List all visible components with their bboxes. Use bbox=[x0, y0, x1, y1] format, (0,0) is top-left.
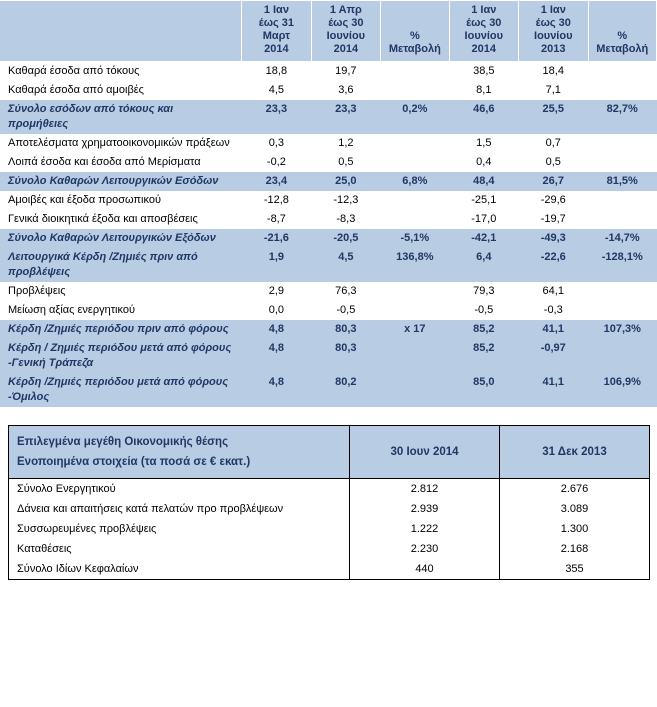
row-value: -0,3 bbox=[519, 301, 588, 320]
row-value: 2,9 bbox=[242, 282, 311, 301]
row-value: -0,97 bbox=[519, 339, 588, 373]
row-label: Σύνολο Καθαρών Λειτουργικών Εσόδων bbox=[0, 172, 242, 191]
table-spacer bbox=[0, 407, 657, 425]
row-label: Μείωση αξίας ενεργητικού bbox=[0, 301, 242, 320]
row-value: 79,3 bbox=[449, 282, 518, 301]
row-value: 82,7% bbox=[588, 100, 657, 134]
header-line: 2014 bbox=[264, 43, 289, 55]
row-value-previous: 1.300 bbox=[500, 519, 650, 539]
row-label: Αμοιβές και έξοδα προσωπικού bbox=[0, 191, 242, 210]
table-row bbox=[9, 519, 650, 539]
row-value-previous: 355 bbox=[500, 559, 650, 580]
row-label: Σύνολο εσόδων από τόκους και προμήθειες bbox=[0, 100, 242, 134]
row-value bbox=[381, 373, 449, 407]
row-value bbox=[381, 339, 449, 373]
row-value: 80,2 bbox=[311, 373, 380, 407]
header-line: Ιουνίου bbox=[464, 30, 504, 42]
header-line: 2014 bbox=[471, 43, 497, 55]
row-label: Κέρδη /Ζημιές περιόδου μετά από φόρους -Όμιλος bbox=[0, 373, 242, 407]
row-value: 85,2 bbox=[449, 339, 518, 373]
row-value: 41,1 bbox=[519, 320, 588, 339]
row-value bbox=[588, 153, 657, 172]
row-value: 1,5 bbox=[449, 134, 518, 153]
header-line: % bbox=[409, 30, 420, 42]
row-value: 23,3 bbox=[311, 100, 380, 134]
row-label: Κέρδη / Ζημιές περιόδου μετά από φόρους -Γενική Τράπεζα bbox=[0, 339, 242, 373]
row-value: 18,8 bbox=[242, 62, 311, 82]
table-row bbox=[0, 229, 657, 248]
row-value bbox=[588, 210, 657, 229]
row-value: -17,0 bbox=[449, 210, 518, 229]
table-row bbox=[0, 301, 657, 320]
table-header-row bbox=[9, 426, 650, 479]
row-value: 7,1 bbox=[519, 81, 588, 100]
table-row bbox=[0, 248, 657, 282]
header-cell-change-1 bbox=[381, 1, 449, 62]
header-line: Ιουνίου bbox=[326, 30, 366, 42]
row-value: 106,9% bbox=[588, 373, 657, 407]
row-value: 41,1 bbox=[519, 373, 588, 407]
table-row bbox=[0, 339, 657, 373]
header-line: 2013 bbox=[541, 43, 566, 55]
header-line: 1 Ιαν bbox=[540, 4, 566, 16]
row-value: 0,2% bbox=[381, 100, 449, 134]
table-row bbox=[0, 282, 657, 301]
row-value bbox=[588, 81, 657, 100]
row-value: 0,7 bbox=[519, 134, 588, 153]
row-value: -0,2 bbox=[242, 153, 311, 172]
row-value: 19,7 bbox=[311, 62, 380, 82]
table-row bbox=[9, 539, 650, 559]
row-value bbox=[381, 153, 449, 172]
header-line: 1 Απρ bbox=[329, 4, 362, 16]
row-value: -128,1% bbox=[588, 248, 657, 282]
row-label: Καθαρά έσοδα από αμοιβές bbox=[0, 81, 242, 100]
header-cell-change-2 bbox=[588, 1, 657, 62]
selected-figures-section bbox=[0, 425, 657, 580]
header-line: έως 31 bbox=[258, 17, 295, 29]
row-value: 64,1 bbox=[519, 282, 588, 301]
row-value: 4,8 bbox=[242, 373, 311, 407]
row-value bbox=[381, 134, 449, 153]
row-value bbox=[588, 191, 657, 210]
row-value bbox=[381, 191, 449, 210]
row-value: -14,7% bbox=[588, 229, 657, 248]
row-label: Γενικά διοικητικά έξοδα και αποσβέσεις bbox=[0, 210, 242, 229]
header-cell-h1-2013 bbox=[519, 1, 588, 62]
table-row bbox=[9, 559, 650, 580]
row-value: 4,8 bbox=[242, 320, 311, 339]
header-line: έως 30 bbox=[466, 17, 502, 29]
selected-figures-body bbox=[9, 479, 650, 580]
header-line: 2014 bbox=[333, 43, 359, 55]
row-value: -22,6 bbox=[519, 248, 588, 282]
table-row bbox=[0, 320, 657, 339]
header-line: Ιουνίου bbox=[534, 30, 573, 42]
header-line: 1 Ιαν bbox=[263, 4, 289, 16]
header-line: 1 Ιαν bbox=[471, 4, 497, 16]
row-value: 4,5 bbox=[242, 81, 311, 100]
header-cell-selected-figures bbox=[9, 426, 350, 479]
header-line: Ενοποιημένα στοιχεία (τα ποσά σε € εκατ.) bbox=[17, 456, 251, 468]
row-label: Σύνολο Ιδίων Κεφαλαίων bbox=[9, 559, 350, 580]
row-label: Καταθέσεις bbox=[9, 539, 350, 559]
row-value bbox=[588, 134, 657, 153]
row-label: Λειτουργικά Κέρδη /Ζημιές πριν από προβλέψεις bbox=[0, 248, 242, 282]
row-label: Σύνολο Ενεργητικού bbox=[9, 479, 350, 500]
header-line: % bbox=[617, 30, 628, 42]
header-cell-dec-2013: 31 Δεκ 2013 bbox=[500, 426, 650, 479]
row-value: 80,3 bbox=[311, 339, 380, 373]
row-value: 85,0 bbox=[449, 373, 518, 407]
header-line: Μεταβολή bbox=[388, 43, 441, 55]
row-value-current: 2.230 bbox=[350, 539, 500, 559]
table-header-row bbox=[0, 1, 657, 62]
row-value: 18,4 bbox=[519, 62, 588, 82]
row-value: -21,6 bbox=[242, 229, 311, 248]
table-row bbox=[9, 499, 650, 519]
row-value bbox=[381, 282, 449, 301]
row-label: Κέρδη /Ζημιές περιόδου πριν από φόρους bbox=[0, 320, 242, 339]
header-cell-blank bbox=[0, 1, 242, 62]
row-value: 0,5 bbox=[519, 153, 588, 172]
header-cell-h1-2014 bbox=[449, 1, 518, 62]
row-value: 26,7 bbox=[519, 172, 588, 191]
row-value bbox=[381, 210, 449, 229]
row-value: 81,5% bbox=[588, 172, 657, 191]
row-label: Αποτελέσματα χρηματοοικονομικών πράξεων bbox=[0, 134, 242, 153]
row-value: -25,1 bbox=[449, 191, 518, 210]
table-row bbox=[0, 134, 657, 153]
table-row bbox=[0, 153, 657, 172]
row-value: 23,4 bbox=[242, 172, 311, 191]
row-value: -8,7 bbox=[242, 210, 311, 229]
table-row bbox=[0, 210, 657, 229]
row-value bbox=[381, 301, 449, 320]
row-value-previous: 2.676 bbox=[500, 479, 650, 500]
header-line: έως 30 bbox=[535, 17, 571, 29]
row-value-previous: 3.089 bbox=[500, 499, 650, 519]
row-value: 48,4 bbox=[449, 172, 518, 191]
selected-figures-head bbox=[9, 426, 650, 479]
row-value: 107,3% bbox=[588, 320, 657, 339]
row-label: Σύνολο Καθαρών Λειτουργικών Εξόδων bbox=[0, 229, 242, 248]
row-label: Συσσωρευμένες προβλέψεις bbox=[9, 519, 350, 539]
row-value: 1,2 bbox=[311, 134, 380, 153]
row-value: -19,7 bbox=[519, 210, 588, 229]
header-line: Μαρτ bbox=[262, 30, 291, 42]
row-value: 0,0 bbox=[242, 301, 311, 320]
row-value: -8,3 bbox=[311, 210, 380, 229]
row-value bbox=[588, 282, 657, 301]
row-value-current: 1.222 bbox=[350, 519, 500, 539]
row-value: 6,4 bbox=[449, 248, 518, 282]
header-cell-q1-2014 bbox=[242, 1, 311, 62]
row-value bbox=[588, 339, 657, 373]
row-value: -20,5 bbox=[311, 229, 380, 248]
row-value: 0,3 bbox=[242, 134, 311, 153]
row-value: 4,8 bbox=[242, 339, 311, 373]
row-value bbox=[381, 81, 449, 100]
table-row bbox=[0, 100, 657, 134]
row-value: -49,3 bbox=[519, 229, 588, 248]
row-label: Προβλέψεις bbox=[0, 282, 242, 301]
header-line: Επιλεγμένα μεγέθη Οικονομικής θέσης bbox=[17, 436, 229, 448]
row-value: 0,5 bbox=[311, 153, 380, 172]
header-line: έως 30 bbox=[328, 17, 364, 29]
table-row bbox=[9, 479, 650, 500]
row-value: 4,5 bbox=[311, 248, 380, 282]
row-label: Λοιπά έσοδα και έσοδα από Μερίσματα bbox=[0, 153, 242, 172]
row-value: 85,2 bbox=[449, 320, 518, 339]
row-value: 25,5 bbox=[519, 100, 588, 134]
row-value: 80,3 bbox=[311, 320, 380, 339]
table-row bbox=[0, 191, 657, 210]
row-value: -0,5 bbox=[311, 301, 380, 320]
row-value: 23,3 bbox=[242, 100, 311, 134]
row-value bbox=[588, 301, 657, 320]
table-row bbox=[0, 172, 657, 191]
header-cell-q2-2014 bbox=[311, 1, 380, 62]
row-value-current: 2.812 bbox=[350, 479, 500, 500]
row-value: 136,8% bbox=[381, 248, 449, 282]
row-value-current: 440 bbox=[350, 559, 500, 580]
header-line: Μεταβολή bbox=[596, 43, 649, 55]
header-cell-jun-2014: 30 Ιουν 2014 bbox=[350, 426, 500, 479]
row-value-previous: 2.168 bbox=[500, 539, 650, 559]
row-value: x 17 bbox=[381, 320, 449, 339]
row-label: Καθαρά έσοδα από τόκους bbox=[0, 62, 242, 82]
row-value-current: 2.939 bbox=[350, 499, 500, 519]
row-value: 25,0 bbox=[311, 172, 380, 191]
row-value: 6,8% bbox=[381, 172, 449, 191]
row-value bbox=[588, 62, 657, 82]
row-value: 76,3 bbox=[311, 282, 380, 301]
table-row bbox=[0, 62, 657, 82]
row-value: -42,1 bbox=[449, 229, 518, 248]
row-value: -5,1% bbox=[381, 229, 449, 248]
row-value: -29,6 bbox=[519, 191, 588, 210]
row-value: 38,5 bbox=[449, 62, 518, 82]
results-table-head bbox=[0, 1, 657, 62]
row-value: 3,6 bbox=[311, 81, 380, 100]
selected-figures-table bbox=[8, 425, 650, 580]
table-row bbox=[0, 373, 657, 407]
row-value: 0,4 bbox=[449, 153, 518, 172]
row-label: Δάνεια και απαιτήσεις κατά πελατών προ προβλέψεων bbox=[9, 499, 350, 519]
row-value: 8,1 bbox=[449, 81, 518, 100]
results-table-body bbox=[0, 62, 657, 408]
row-value: 46,6 bbox=[449, 100, 518, 134]
row-value: -12,3 bbox=[311, 191, 380, 210]
row-value: -12,8 bbox=[242, 191, 311, 210]
row-value bbox=[381, 62, 449, 82]
row-value: -0,5 bbox=[449, 301, 518, 320]
row-value: 1,9 bbox=[242, 248, 311, 282]
table-row bbox=[0, 81, 657, 100]
